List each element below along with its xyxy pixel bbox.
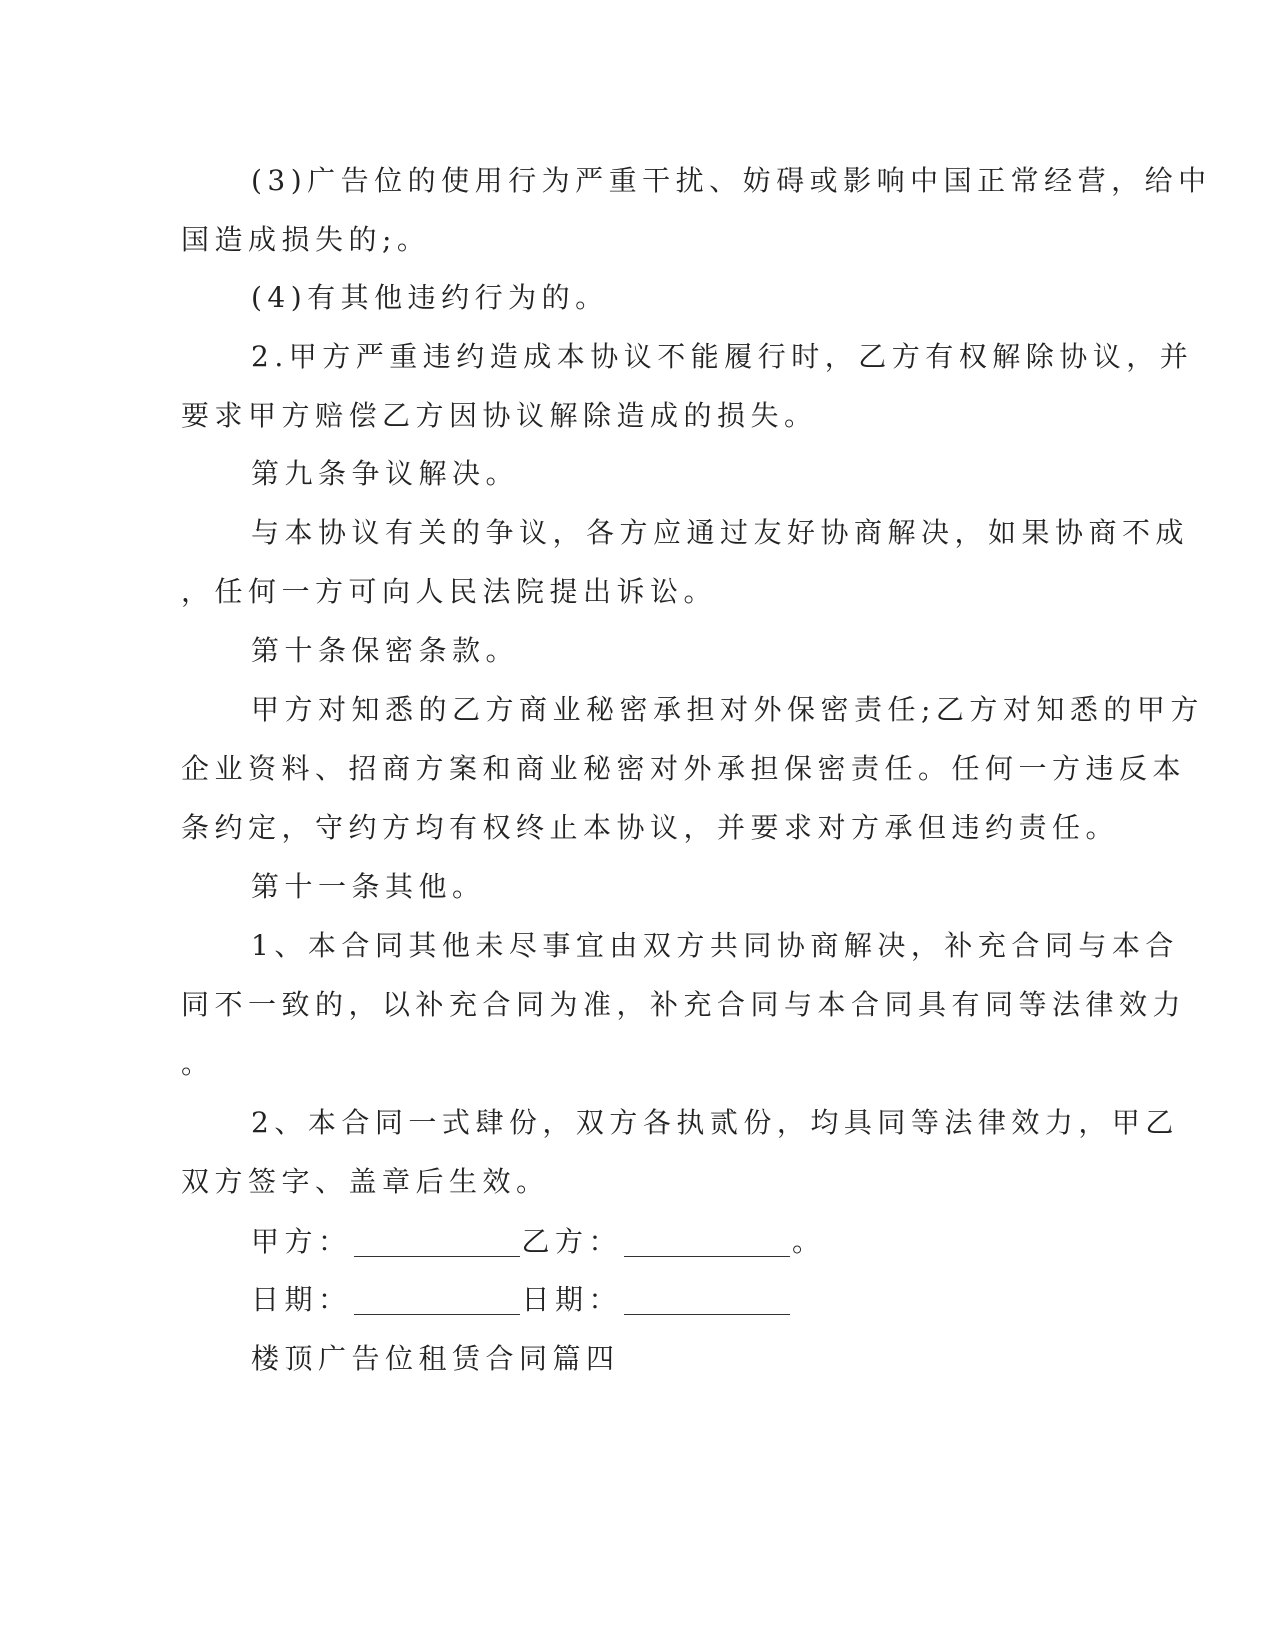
section-heading: 第十一条其他。	[251, 870, 486, 903]
paragraph-line: 要求甲方赔偿乙方因协议解除造成的损失。	[181, 399, 818, 432]
signature-dates-line	[251, 1282, 792, 1318]
section-heading: 第十条保密条款。	[251, 634, 520, 667]
paragraph-line: 企业资料、招商方案和商业秘密对外承担保密责任。任何一方违反本	[181, 752, 1187, 785]
section-heading: 第九条争议解决。	[251, 457, 520, 490]
paragraph-line: 1、本合同其他未尽事宜由双方共同协商解决，补充合同与本合	[251, 929, 1179, 962]
date-a-blank	[354, 1286, 520, 1315]
paragraph-line: (4)有其他违约行为的。	[251, 281, 609, 314]
next-section-title: 楼顶广告位租赁合同篇四	[251, 1342, 620, 1375]
paragraph-line: 与本协议有关的争议，各方应通过友好协商解决，如果协商不成	[251, 516, 1190, 549]
paragraph-line: 双方签字、盖章后生效。	[181, 1165, 550, 1198]
paragraph-line: 。	[181, 1047, 215, 1080]
party-line-end: 。	[792, 1225, 826, 1258]
paragraph-line: 国造成损失的;。	[181, 223, 431, 256]
paragraph-line: (3)广告位的使用行为严重干扰、妨碍或影响中国正常经营，给中	[251, 164, 1212, 197]
party-a-blank	[354, 1228, 520, 1257]
paragraph-line: 甲方对知悉的乙方商业秘密承担对外保密责任;乙方对知悉的甲方	[251, 693, 1204, 726]
paragraph-line: 2.甲方严重违约造成本协议不能履行时，乙方有权解除协议，并	[251, 340, 1194, 373]
date-a-label: 日期：	[251, 1283, 352, 1316]
paragraph-line: 条约定，守约方均有权终止本协议，并要求对方承但违约责任。	[181, 811, 1120, 844]
party-b-label: 乙方：	[521, 1225, 623, 1258]
signature-parties-line	[251, 1224, 826, 1260]
paragraph-line: 2、本合同一式肆份，双方各执贰份，均具同等法律效力，甲乙	[251, 1106, 1179, 1139]
date-b-label: 日期：	[521, 1283, 623, 1316]
paragraph-line: ，任何一方可向人民法院提出诉讼。	[181, 575, 718, 608]
paragraph-line: 同不一致的，以补充合同为准，补充合同与本合同具有同等法律效力	[181, 988, 1187, 1021]
party-b-blank	[624, 1228, 790, 1257]
party-a-label: 甲方：	[251, 1225, 352, 1258]
date-b-blank	[624, 1286, 790, 1315]
